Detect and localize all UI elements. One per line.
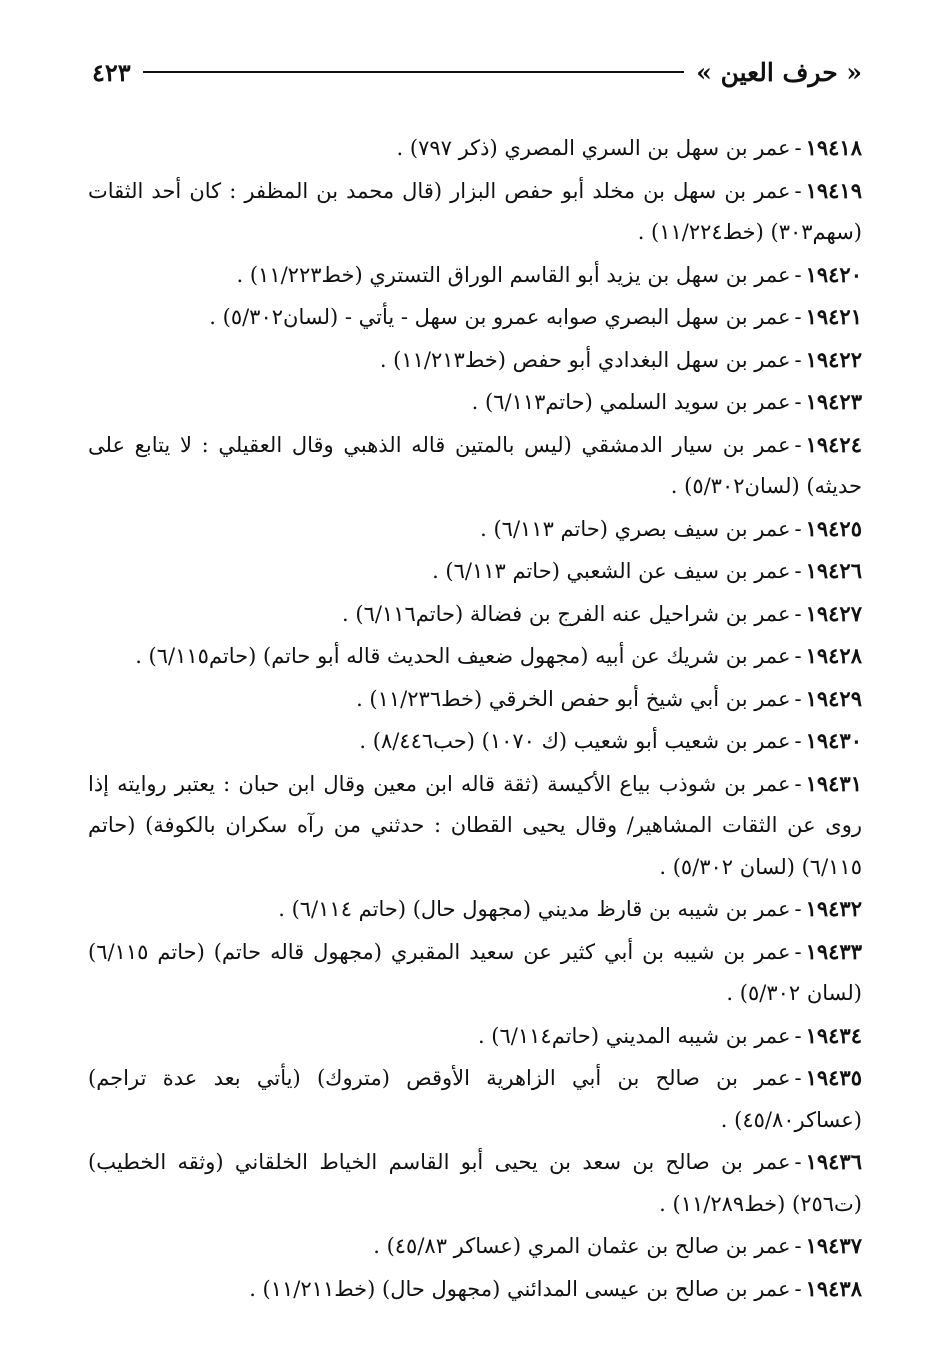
list-item: [88, 678, 862, 721]
entry-list: [88, 127, 862, 1310]
entry-dash: -: [794, 601, 802, 626]
entry-dash: -: [794, 516, 802, 541]
entry-text: عمر بن شيبه بن أبي كثير عن سعيد المقبري (مجهول قاله حاتم) (حاتم ٦/١١٥) (لسان ٥/٣٠٢) .: [88, 939, 862, 1005]
entry-text: عمر بن شيبه المديني (حاتم٦/١١٤) .: [477, 1023, 791, 1048]
list-item: [88, 763, 862, 889]
list-item: [88, 550, 862, 593]
entry-number: ١٩٤٢١: [805, 304, 862, 329]
entry-text: عمر بن سهل بن يزيد أبو القاسم الوراق التستري (خط١١/٢٢٣) .: [236, 262, 791, 287]
running-header: [92, 52, 862, 92]
entry-text: عمر بن شراحيل عنه الفرج بن فضالة (حاتم٦/١١٦) .: [342, 601, 791, 626]
chapter-title: « حرف العين »: [696, 57, 862, 87]
entry-dash: -: [794, 1066, 802, 1090]
entry-number: ١٩٤٣٥: [805, 1065, 862, 1090]
entry-number: ١٩٤٣٨: [805, 1275, 862, 1301]
entry-text: عمر بن شعيب أبو شعيب (ك ١٠٧٠) (حب٨/٤٤٦) .: [359, 729, 791, 753]
list-item: [88, 1141, 862, 1225]
entry-dash: -: [794, 432, 802, 457]
entry-dash: -: [794, 686, 802, 711]
entry-text: عمر بن سهل البغدادي أبو حفص (خط١١/٢١٣) .: [379, 347, 791, 372]
entry-text: عمر بن صالح بن أبي الزاهرية الأوقص (متروك) (يأتي بعد عدة تراجم) (عساكر٤٥/٨٠) .: [88, 1066, 862, 1132]
entry-dash: -: [794, 897, 802, 921]
entry-dash: -: [794, 1023, 802, 1048]
list-item: [88, 1057, 862, 1141]
entry-dash: -: [794, 729, 802, 753]
entry-dash: -: [794, 1150, 802, 1174]
entry-text: عمر بن شيبه بن قارظ مديني (مجهول حال) (حاتم ٦/١١٤) .: [278, 897, 791, 921]
list-item: [88, 254, 862, 297]
entry-number: ١٩٤٢٩: [805, 685, 862, 711]
entry-number: ١٩٤٣٣: [805, 938, 862, 964]
entry-text: عمر بن شريك عن أبيه (مجهول ضعيف الحديث قاله أبو حاتم) (حاتم٦/١١٥) .: [135, 644, 791, 668]
entry-number: ١٩٤٢٦: [805, 558, 862, 583]
header-rule: [143, 71, 685, 73]
list-item: [88, 1268, 862, 1311]
entry-text: عمر بن صالح بن عثمان المري (عساكر ٤٥/٨٣) .: [373, 1234, 791, 1258]
list-item: [88, 296, 862, 339]
entry-dash: -: [794, 262, 802, 287]
entry-text: عمر بن سويد السلمي (حاتم٦/١١٣) .: [471, 390, 791, 414]
entry-text: عمر بن سيف بصري (حاتم ٦/١١٣) .: [480, 516, 791, 541]
entry-text: عمر بن أبي شيخ أبو حفص الخرقي (خط١١/٢٣٦) .: [356, 686, 791, 711]
entry-dash: -: [794, 1234, 802, 1258]
entry-number: ١٩٤٣١: [805, 770, 862, 796]
entry-number: ١٩٤٢٥: [805, 515, 862, 541]
entry-number: ١٩٤٣٠: [805, 728, 862, 753]
entry-text: عمر بن صالح بن عيسى المدائني (مجهول حال) (خط١١/٢١١) .: [249, 1276, 791, 1301]
entry-number: ١٩٤١٩: [805, 177, 862, 203]
list-item: [88, 593, 862, 636]
entry-number: ١٩٤٢٢: [805, 346, 862, 372]
list-item: [88, 888, 862, 931]
entry-text: عمر بن سيار الدمشقي (ليس بالمتين قاله الذهبي وقال العقيلي : لا يتابع على حديثه) (لسان٥/٣٠٢) .: [88, 432, 862, 498]
entry-number: ١٩٤٢٣: [805, 389, 862, 414]
list-item: [88, 381, 862, 424]
page-number: ٤٢٣: [92, 57, 131, 87]
entry-dash: -: [794, 390, 802, 414]
entry-number: ١٩٤٣٢: [805, 896, 862, 921]
list-item: [88, 339, 862, 382]
entry-number: ١٩٤١٨: [805, 135, 862, 160]
entry-dash: -: [794, 305, 802, 329]
entry-text: عمر بن شوذب بياع الأكيسة (ثقة قاله ابن معين وقال ابن حبان : يعتبر روايته إذا روى عن الثقات المشاهير/ وقال يحيى القطان : حدثني من رآه سكران بالكوفة) (حاتم ٦/١١٥) (لسان ٥/٣٠٢) .: [88, 771, 862, 879]
entry-text: عمر بن سهل بن السري المصري (ذكر ٧٩٧) .: [396, 136, 791, 160]
entry-dash: -: [794, 939, 802, 964]
list-item: [88, 635, 862, 678]
list-item: [88, 170, 862, 254]
list-item: [88, 127, 862, 170]
entry-dash: -: [794, 771, 802, 796]
entry-text: عمر بن صالح بن سعد بن يحيى أبو القاسم الخياط الخلقاني (وثقه الخطيب) (ت٢٥٦) (خط١١/٢٨٩) .: [88, 1150, 862, 1216]
list-item: [88, 720, 862, 763]
entry-number: ١٩٤٢٤: [805, 431, 862, 457]
list-item: [88, 424, 862, 508]
entry-number: ١٩٤٣٤: [805, 1022, 862, 1048]
entry-text: عمر بن سهل بن مخلد أبو حفص البزار (قال محمد بن المظفر : كان أحد الثقات (سهم٣٠٣) (خط١١/٢٢٤) .: [88, 178, 862, 244]
entry-number: ١٩٤٢٧: [805, 600, 862, 626]
entry-dash: -: [794, 136, 802, 160]
entry-number: ١٩٤٣٧: [805, 1233, 862, 1258]
entry-text: عمر بن سهل البصري صوابه عمرو بن سهل - يأتي - (لسان٥/٣٠٢) .: [209, 305, 791, 329]
list-item: [88, 508, 862, 551]
entry-dash: -: [794, 347, 802, 372]
entry-text: عمر بن سيف عن الشعبي (حاتم ٦/١١٣) .: [432, 559, 791, 583]
entry-number: ١٩٤٢٨: [805, 643, 862, 668]
entry-number: ١٩٤٣٦: [805, 1149, 862, 1174]
list-item: [88, 1015, 862, 1058]
entry-dash: -: [794, 644, 802, 668]
list-item: [88, 1225, 862, 1268]
entry-number: ١٩٤٢٠: [805, 261, 862, 287]
entry-dash: -: [794, 559, 802, 583]
entry-dash: -: [794, 178, 802, 203]
list-item: [88, 931, 862, 1015]
entry-dash: -: [794, 1276, 802, 1301]
